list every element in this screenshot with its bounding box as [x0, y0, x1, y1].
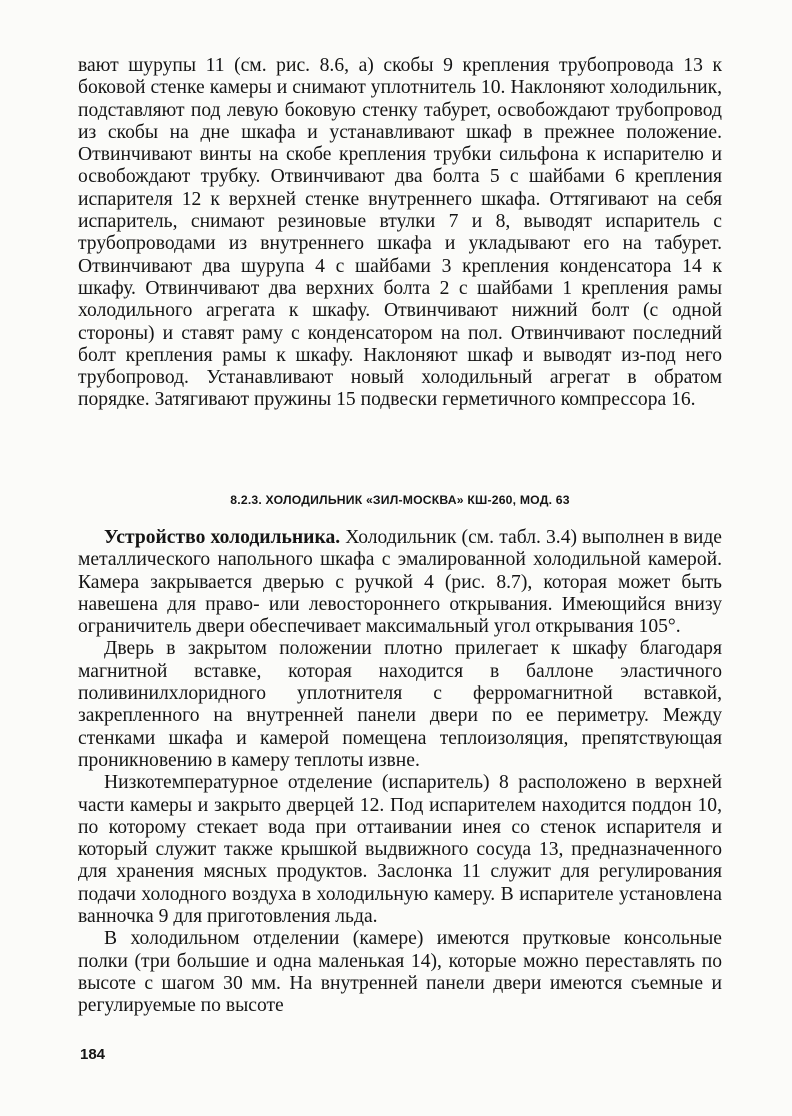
paragraph-text: Холодильник (см. табл. 3.4) выполнен в виде металлического напольного шкафа с эмалированной холодильной камерой. Камера закрывается дверью с ручкой 4 (рис. 8.7), которая может быть навешена для право- или левостороннего открывания. Имеющийся внизу ограничитель двери обеспечивает максимальный угол открывания 105°. — [78, 527, 722, 638]
paragraph-evaporator: Низкотемпературное отделение (испаритель) 8 расположено в верхней части камеры и закрыто дверцей 12. Под испарителем находится поддон 10, по которому стекает вода при оттаивании инея со стенок испарителя и который служит также крышкой выдвижного сосуда 13, предназначенного для хранения мясных продуктов. Заслонка 11 служит для регулирования подачи холодного воздуха в холодильную камеру. В испарителе установлена ванночка 9 для приготовления льда. — [78, 772, 722, 928]
paragraph-door: Дверь в закрытом положении плотно прилегает к шкафу благодаря магнитной вставке, которая находится в баллоне эластичного поливинилхлоридного уплотнителя с ферромагнитной вставкой, закрепленного на внутренней панели двери по ее периметру. Между стенками шкафа и камерой помещена теплоизоляция, препятствующая проникновению в камеру теплоты извне. — [78, 638, 722, 771]
page-number: 184 — [80, 1046, 106, 1063]
section-body — [78, 527, 722, 1018]
document-page — [78, 55, 722, 1017]
top-paragraph: вают шурупы 11 (см. рис. 8.6, а) скобы 9 крепления трубопровода 13 к боковой стенке камеры и снимают уплотнитель 10. Наклоняют холодильник, подставляют под левую боковую стенку табурет, освобождают трубопровод из скобы на дне шкафа и устанавливают шкаф в прежнее положение. Отвинчивают винты на скобе крепления трубки сильфона к испарителю и освобождают трубку. Отвинчивают два болта 5 с шайбами 6 крепления испарителя 12 к верхней стенке внутреннего шкафа. Оттягивают на себя испаритель, снимают резиновые втулки 7 и 8, выводят испаритель с трубопроводами из внутреннего шкафа и укладывают его на табурет. Отвинчивают два шурупа 4 с шайбами 3 крепления конденсатора 14 к шкафу. Отвинчивают два верхних болта 2 с шайбами 1 крепления рамы холодильного агрегата к шкафу. Отвинчивают нижний болт (с одной стороны) и ставят раму с конденсатором на пол. Отвинчивают последний болт крепления рамы к шкафу. Наклоняют шкаф и выводят из-под него трубопровод. Устанавливают новый холодильный агрегат в обратом порядке. Затягивают пружины 15 подвески герметичного компрессора 16. — [78, 55, 722, 411]
paragraph-lead: Устройство холодильника. — [104, 527, 341, 548]
paragraph-shelves: В холодильном отделении (камере) имеются прутковые консольные полки (три большие и одна маленькая 14), которые можно переставлять по высоте с шагом 30 мм. На внутренней панели двери имеются съемные и регулируемые по высоте — [78, 928, 722, 1017]
section-heading: 8.2.3. ХОЛОДИЛЬНИК «ЗИЛ-МОСКВА» КШ-260, МОД. 63 — [230, 493, 570, 507]
paragraph-device — [78, 527, 722, 638]
